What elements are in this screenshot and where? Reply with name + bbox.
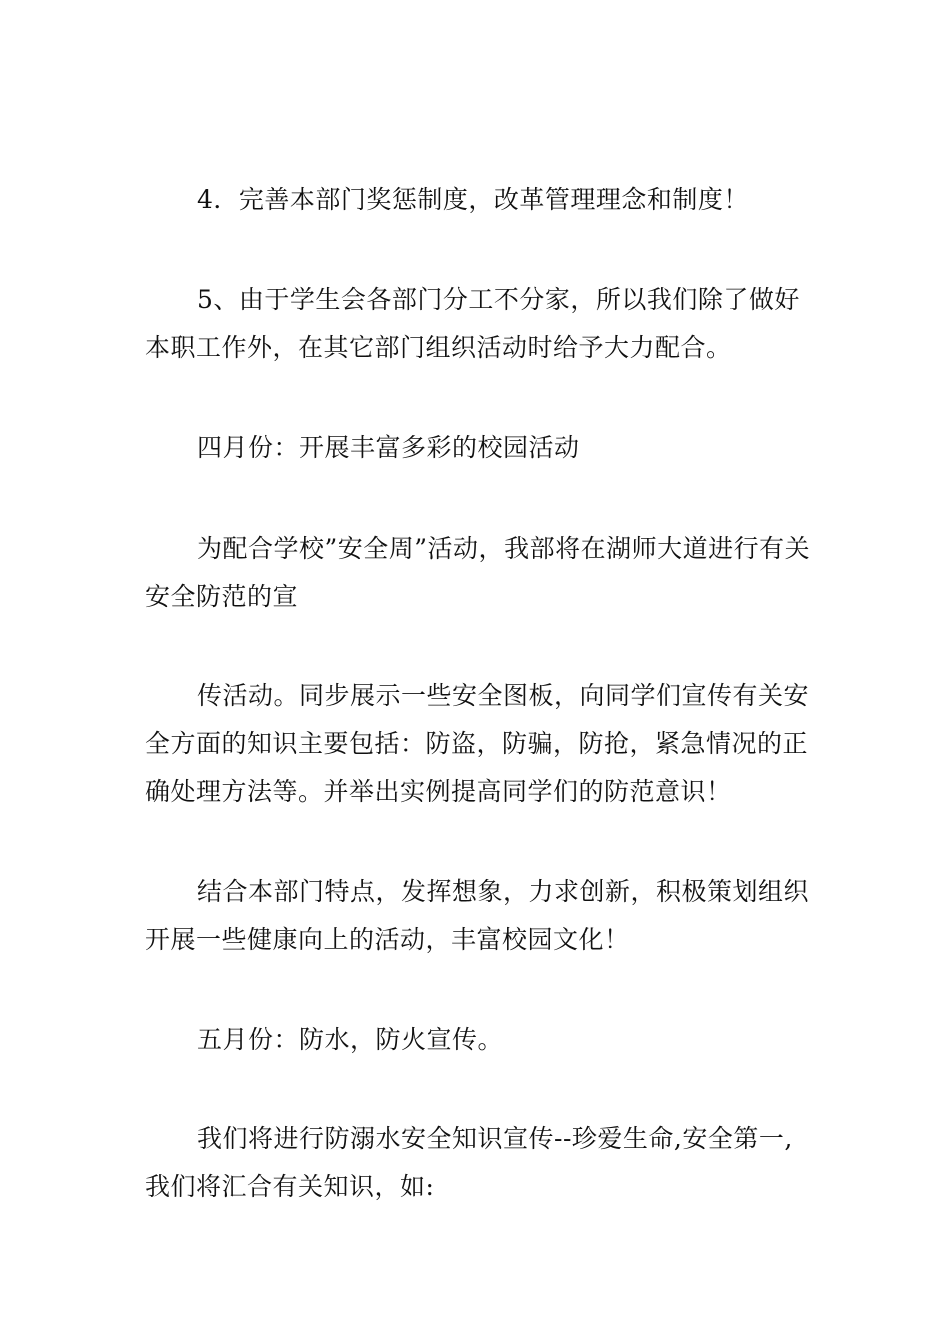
paragraph-cooperation: 5、由于学生会各部门分工不分家，所以我们除了做好本职工作外，在其它部门组织活动时给予大力配合。	[145, 285, 800, 362]
heading-april: 四月份：开展丰富多彩的校园活动	[197, 433, 580, 462]
paragraph-safety-campaign: 传活动。同步展示一些安全图板，向同学们宣传有关安全方面的知识主要包括：防盗，防骗，防抢，紧急情况的正确处理方法等。并举出实例提高同学们的防范意识！	[145, 681, 810, 806]
heading-may: 五月份：防水，防火宣传。	[197, 1025, 504, 1054]
paragraph-campus-culture: 结合本部门特点，发挥想象，力求创新，积极策划组织开展一些健康向上的活动，丰富校园文化！	[145, 877, 810, 954]
paragraph-safety-week: 为配合学校”安全周”活动，我部将在湖师大道进行有关安全防范的宣	[145, 534, 811, 611]
paragraph-reward-punishment: 4．完善本部门奖惩制度，改革管理理念和制度！	[197, 185, 749, 214]
paragraph-drowning-prevention: 我们将进行防溺水安全知识宣传--珍爱生命,安全第一,我们将汇合有关知识，如:	[145, 1124, 793, 1201]
